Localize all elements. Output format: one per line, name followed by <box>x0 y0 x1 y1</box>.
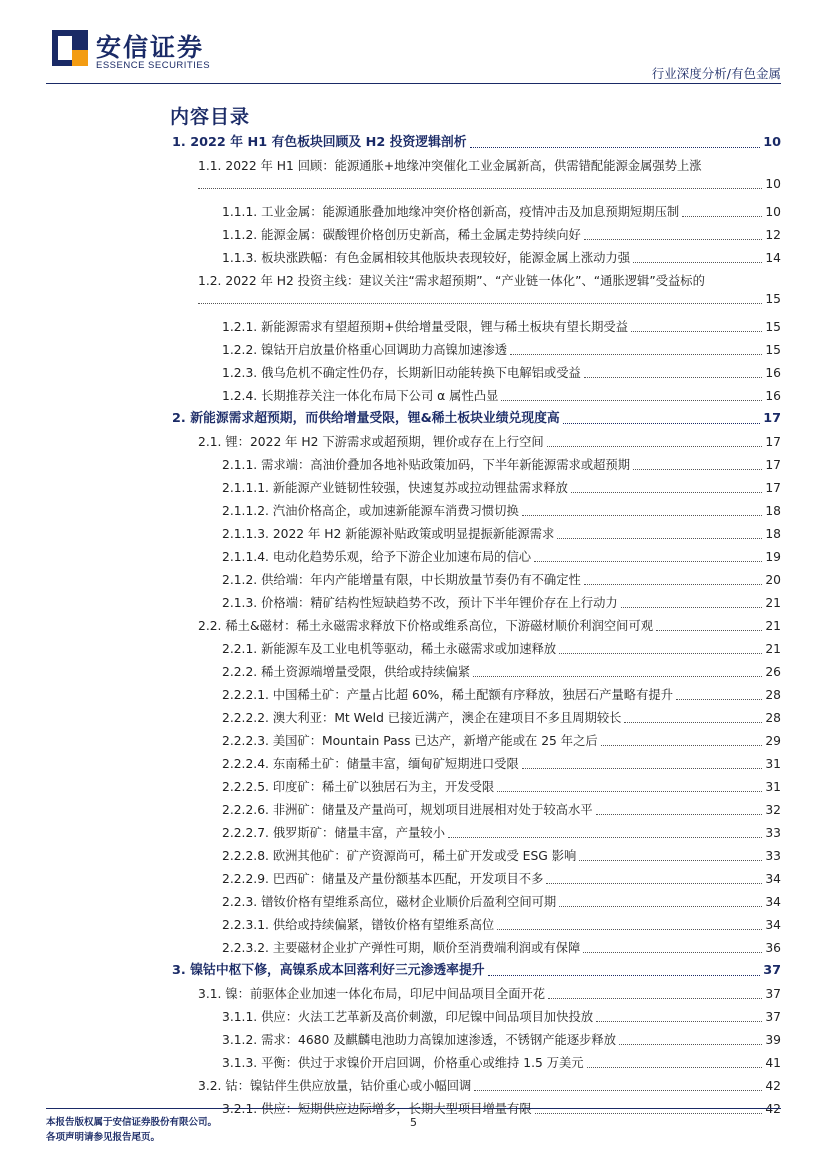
toc-entry[interactable] <box>222 801 781 819</box>
toc-page-number: 16 <box>765 366 781 380</box>
toc-entry[interactable] <box>222 479 781 497</box>
toc-dot-leader <box>621 607 763 608</box>
toc-page-number: 12 <box>765 228 781 242</box>
toc-entry-leader <box>198 290 781 308</box>
toc-page-number: 37 <box>765 1010 781 1024</box>
toc-entry[interactable] <box>222 364 781 382</box>
toc-entry[interactable] <box>198 272 781 308</box>
toc-entry[interactable] <box>222 203 781 221</box>
toc-entry-text: 2.1. 锂：2022 年 H2 下游需求或超预期，锂价或存在上行空间 <box>198 435 544 449</box>
toc-dot-leader <box>474 1090 762 1091</box>
toc-dot-leader <box>534 561 762 562</box>
toc-dot-leader <box>522 768 763 769</box>
toc-page-number: 18 <box>765 527 781 541</box>
toc-entry-text: 2.2.2.3. 美国矿：Mountain Pass 已达产，新增产能或在 25 年之后 <box>222 734 598 748</box>
toc-page-number: 18 <box>765 504 781 518</box>
toc-entry-text: 3.1.3. 平衡：供过于求镍价开启回调，价格重心或维持 1.5 万美元 <box>222 1056 584 1070</box>
toc-page-number: 21 <box>765 596 781 610</box>
toc-page-number: 20 <box>765 573 781 587</box>
toc-entry[interactable] <box>198 617 781 635</box>
toc-dot-leader <box>448 837 762 838</box>
toc-page-number: 15 <box>765 343 781 357</box>
toc-dot-leader <box>198 303 762 304</box>
footer-divider <box>46 1108 781 1109</box>
toc-entry[interactable] <box>222 525 781 543</box>
toc-entry-text: 2.1.1. 需求端：高油价叠加各地补贴政策加码，下半年新能源需求或超预期 <box>222 458 631 472</box>
toc-dot-leader <box>633 469 762 470</box>
toc-entry[interactable] <box>222 916 781 934</box>
toc-entry[interactable] <box>222 732 781 750</box>
toc-page-number: 28 <box>765 688 781 702</box>
toc-dot-leader <box>584 584 763 585</box>
toc-entry-text: 2.2.2.1. 中国稀土矿：产量占比超 60%，稀土配额有序释放，独居石产量略有提升 <box>222 688 673 702</box>
toc-entry[interactable] <box>222 456 781 474</box>
toc-page-number: 26 <box>765 665 781 679</box>
toc-entry[interactable] <box>222 686 781 704</box>
toc-dot-leader <box>559 653 762 654</box>
toc-dot-leader <box>631 331 762 332</box>
toc-page-number: 15 <box>765 292 781 306</box>
toc-entry[interactable] <box>222 548 781 566</box>
toc-entry-text: 2.2.2.8. 欧洲其他矿：矿产资源尚可，稀土矿开发或受 ESG 影响 <box>222 849 577 863</box>
toc-page-number: 17 <box>765 435 781 449</box>
toc-dot-leader <box>557 538 762 539</box>
toc-page-number: 39 <box>765 1033 781 1047</box>
toc-dot-leader <box>470 147 761 148</box>
toc-page-number: 21 <box>765 619 781 633</box>
toc-entry-text: 2.2.3. 镨钕价格有望维系高位，磁材企业顺价后盈利空间可期 <box>222 895 557 909</box>
toc-entry-text: 1.1.2. 能源金属：碳酸锂价格创历史新高，稀土金属走势持续向好 <box>222 228 581 242</box>
brand-name-en: ESSENCE SECURITIES <box>96 60 211 71</box>
toc-page-number: 31 <box>765 780 781 794</box>
toc-page-number: 41 <box>765 1056 781 1070</box>
toc-dot-leader <box>198 188 762 189</box>
toc-entry[interactable] <box>222 870 781 888</box>
brand-name-cn: 安信证券 <box>96 33 205 62</box>
toc-entry-text: 2.2.1. 新能源车及工业电机等驱动，稀土永磁需求或加速释放 <box>222 642 557 656</box>
toc-entry[interactable] <box>172 962 781 980</box>
toc-entry-text: 1.2.3. 俄乌危机不确定性仍存，长期新旧动能转换下电解铝或受益 <box>222 366 581 380</box>
toc-entry-text: 3.1.1. 供应：火法工艺革新及高价刺激，印尼镍中间品项目加快投放 <box>222 1010 594 1024</box>
toc-entry-text: 1.2.4. 长期推荐关注一体化布局下公司 α 属性凸显 <box>222 389 499 403</box>
toc-dot-leader <box>501 400 762 401</box>
toc-entry[interactable] <box>222 755 781 773</box>
toc-page-number: 37 <box>765 987 781 1001</box>
toc-title: 内容目录 <box>170 106 251 128</box>
toc-entry[interactable] <box>222 847 781 865</box>
toc-page-number: 15 <box>765 320 781 334</box>
toc-entry-text: 2.2.2.9. 巴西矿：储量及产量份额基本匹配，开发项目不多 <box>222 872 544 886</box>
toc-entry[interactable] <box>222 663 781 681</box>
toc-entry[interactable] <box>222 226 781 244</box>
toc-dot-leader <box>619 1044 762 1045</box>
toc-entry-text: 2.1.2. 供给端：年内产能增量有限，中长期放量节奏仍有不确定性 <box>222 573 581 587</box>
toc-entry[interactable] <box>222 640 781 658</box>
toc-dot-leader <box>559 906 762 907</box>
toc-entry-text: 1.1.1. 工业金属：能源通胀叠加地缘冲突价格创新高，疫情冲击及加息预期短期压制 <box>222 205 680 219</box>
toc-entry[interactable] <box>172 410 781 428</box>
toc-entry[interactable] <box>198 433 781 451</box>
toc-entry-text: 3. 镍钴中枢下修，高镍系成本回落利好三元渗透率提升 <box>172 963 485 978</box>
toc-page-number: 37 <box>763 963 781 978</box>
header-divider <box>46 83 781 84</box>
toc-entry[interactable] <box>222 939 781 957</box>
toc-entry[interactable] <box>222 824 781 842</box>
toc-page-number: 29 <box>765 734 781 748</box>
toc-dot-leader <box>596 1021 762 1022</box>
toc-entry-text: 2.2.2.2. 澳大利亚：Mt Weld 已接近满产，澳企在建项目不多且周期较长 <box>222 711 622 725</box>
toc-page-number: 19 <box>765 550 781 564</box>
toc-entry-text: 2.2.2. 稀土资源端增量受限，供给或持续偏紧 <box>222 665 471 679</box>
page-number: 5 <box>410 1116 417 1129</box>
toc-page-number: 14 <box>765 251 781 265</box>
toc-page-number: 21 <box>765 642 781 656</box>
toc-entry-text: 2.2.2.7. 俄罗斯矿：储量丰富，产量较小 <box>222 826 445 840</box>
toc-page-number: 42 <box>765 1102 781 1116</box>
toc-dot-leader <box>587 1067 763 1068</box>
toc-entry-text: 3.2. 钴：镍钴伴生供应放量，钴价重心或小幅回调 <box>198 1079 472 1093</box>
toc-entry[interactable] <box>222 1054 781 1072</box>
toc-page-number: 17 <box>763 411 781 426</box>
toc-entry-text: 1.2. 2022 年 H2 投资主线：建议关注“需求超预期”、“产业链一体化”、“通胀逻辑”受益标的 <box>198 274 705 288</box>
toc-page-number: 34 <box>765 872 781 886</box>
toc-entry-text: 2.2. 稀土&磁材：稀土永磁需求释放下价格或维系高位，下游磁材顺价利润空间可观 <box>198 619 654 633</box>
toc-dot-leader <box>488 975 761 976</box>
toc-entry[interactable] <box>198 157 781 193</box>
toc-dot-leader <box>510 354 762 355</box>
toc-entry-text: 2.1.3. 价格端：精矿结构性短缺趋势不改，预计下半年锂价存在上行动力 <box>222 596 618 610</box>
toc-dot-leader <box>601 745 763 746</box>
toc-dot-leader <box>584 239 763 240</box>
toc-dot-leader <box>497 791 762 792</box>
toc-page-number: 17 <box>765 458 781 472</box>
toc-entry-text: 2.2.2.4. 东南稀土矿：储量丰富，缅甸矿短期进口受限 <box>222 757 519 771</box>
toc-dot-leader <box>676 699 762 700</box>
toc-page-number: 42 <box>765 1079 781 1093</box>
toc-entry[interactable] <box>222 778 781 796</box>
toc-page-number: 34 <box>765 918 781 932</box>
toc-page-number: 10 <box>765 205 781 219</box>
toc-entry-text: 2.2.2.5. 印度矿：稀土矿以独居石为主，开发受限 <box>222 780 495 794</box>
toc-entry-leader <box>198 175 781 193</box>
toc-page-number: 32 <box>765 803 781 817</box>
essence-logo-icon <box>52 30 88 66</box>
toc-dot-leader <box>563 423 760 424</box>
toc-entry-text: 2.2.3.1. 供给或持续偏紧，镨钕价格有望维系高位 <box>222 918 495 932</box>
toc-page-number: 36 <box>765 941 781 955</box>
toc-page-number: 10 <box>763 135 781 150</box>
toc-entry[interactable] <box>222 1031 781 1049</box>
toc-dot-leader <box>579 860 762 861</box>
toc-dot-leader <box>473 676 762 677</box>
toc-dot-leader <box>548 998 762 999</box>
toc-entry-text: 2.1.1.2. 汽油价格高企，或加速新能源车消费习惯切换 <box>222 504 519 518</box>
toc-page-number: 31 <box>765 757 781 771</box>
toc-entry[interactable] <box>198 985 781 1003</box>
toc-entry[interactable] <box>222 249 781 267</box>
footer-copyright: 本报告版权属于安信证券股份有限公司。 <box>46 1117 218 1128</box>
toc-entry-text: 1.2.1. 新能源需求有望超预期+供给增量受限，锂与稀土板块有望长期受益 <box>222 320 629 334</box>
toc-dot-leader <box>547 446 763 447</box>
toc-dot-leader <box>571 492 762 493</box>
toc-dot-leader <box>535 1113 763 1114</box>
toc-page-number: 10 <box>765 177 781 191</box>
toc-page-number: 16 <box>765 389 781 403</box>
toc-entry-text: 2.1.1.4. 电动化趋势乐观，给予下游企业加速布局的信心 <box>222 550 532 564</box>
footer-notice: 各项声明请参见报告尾页。 <box>46 1132 161 1143</box>
toc-dot-leader <box>633 262 762 263</box>
toc-page-number: 33 <box>765 826 781 840</box>
toc-page-number: 28 <box>765 711 781 725</box>
toc-entry[interactable] <box>222 893 781 911</box>
toc-entry-text: 2.2.3.2. 主要磁材企业扩产弹性可期，顺价至消费端利润或有保障 <box>222 941 581 955</box>
toc-entry[interactable] <box>222 709 781 727</box>
toc-dot-leader <box>596 814 763 815</box>
toc-entry-text: 1.1.3. 板块涨跌幅：有色金属相较其他版块表现较好，能源金属上涨动力强 <box>222 251 631 265</box>
toc-entry[interactable] <box>222 502 781 520</box>
toc-entry-text: 2.1.1.3. 2022 年 H2 新能源补贴政策或明显提振新能源需求 <box>222 527 555 541</box>
toc-dot-leader <box>522 515 763 516</box>
toc-page-number: 33 <box>765 849 781 863</box>
toc-dot-leader <box>682 216 762 217</box>
toc-entry[interactable] <box>198 1077 781 1095</box>
toc-entry[interactable] <box>222 387 781 405</box>
page-header <box>0 0 827 84</box>
toc-entry-text: 1.1. 2022 年 H1 回顾：能源通胀+地缘冲突催化工业金属新高，供需错配能源金属强势上涨 <box>198 159 702 173</box>
toc-entry[interactable] <box>222 341 781 359</box>
toc-dot-leader <box>546 883 762 884</box>
toc-entry[interactable] <box>172 134 781 152</box>
toc-entry[interactable] <box>222 571 781 589</box>
toc-dot-leader <box>624 722 762 723</box>
toc-page-number: 34 <box>765 895 781 909</box>
toc-entry-text: 3.2.1. 供应：短期供应边际增多，长期大型项目增量有限 <box>222 1102 532 1116</box>
toc-page-number: 17 <box>765 481 781 495</box>
toc-dot-leader <box>497 929 762 930</box>
toc-entry[interactable] <box>222 318 781 336</box>
toc-entry-text: 2.1.1.1. 新能源产业链韧性较强，快速复苏或拉动锂盐需求释放 <box>222 481 568 495</box>
toc-entry[interactable] <box>222 594 781 612</box>
toc-entry-text: 2.2.2.6. 非洲矿：储量及产量尚可，规划项目进展相对处于较高水平 <box>222 803 593 817</box>
toc-entry-text: 3.1.2. 需求：4680 及麒麟电池助力高镍加速渗透，不锈钢产能逐步释放 <box>222 1033 617 1047</box>
toc-entry-text: 3.1. 镍：前驱体企业加速一体化布局，印尼中间品项目全面开花 <box>198 987 546 1001</box>
toc-entry-text: 1. 2022 年 H1 有色板块回顾及 H2 投资逻辑剖析 <box>172 135 467 150</box>
toc-entry[interactable] <box>222 1008 781 1026</box>
toc-dot-leader <box>583 952 762 953</box>
toc-entry-text: 1.2.2. 镍钴开启放量价格重心回调助力高镍加速渗透 <box>222 343 508 357</box>
report-category: 行业深度分析/有色金属 <box>651 66 781 81</box>
toc-entry-text: 2. 新能源需求超预期，而供给增量受限，锂&稀土板块业绩兑现度高 <box>172 411 560 426</box>
toc-dot-leader <box>656 630 762 631</box>
toc-dot-leader <box>584 377 763 378</box>
